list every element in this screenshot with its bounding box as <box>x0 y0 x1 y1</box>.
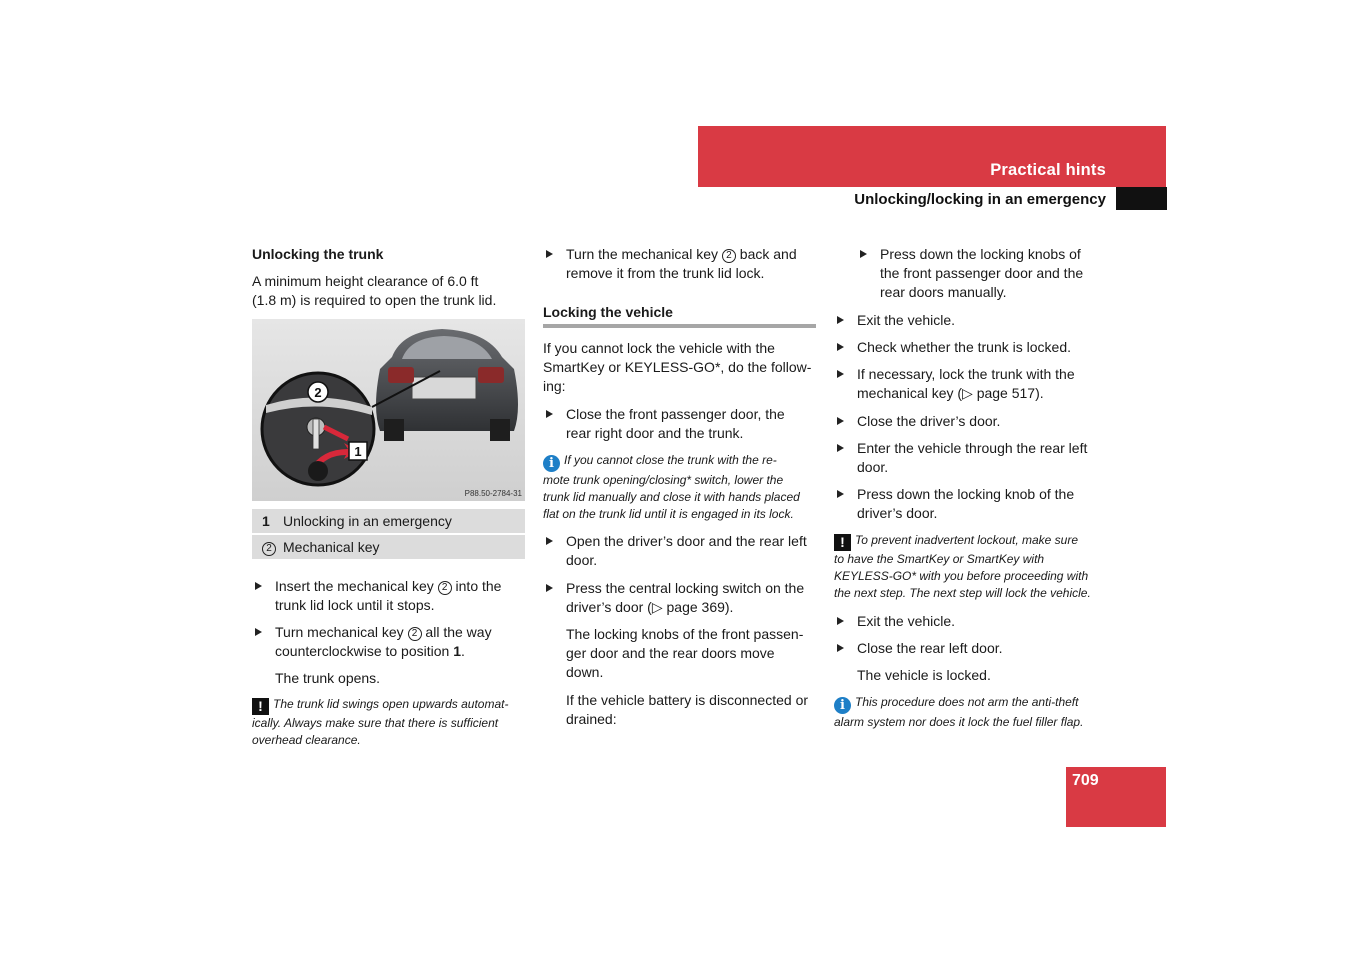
info-trunk-manual: i If you cannot close the trunk with the re- mote trunk opening/closing* switch, lower the trunk lid manually and close it with hands placed flat on the trunk lid until it is engaged in its lock. <box>543 453 800 521</box>
result-vehicle-locked: The vehicle is locked. <box>857 667 991 683</box>
trunk-figure <box>252 319 525 501</box>
column-1 <box>252 245 527 310</box>
step-close-doors: Close the front passenger door, the rear right door and the trunk. <box>543 405 818 443</box>
step-press-driver-knob: Press down the locking knob of the driver’s door. <box>834 485 1114 523</box>
step-press-switch: Press the central locking switch on the driver’s door (▷ page 369). <box>543 579 818 617</box>
step-turn-key: Turn mechanical key 2 all the way counterclockwise to position 1. <box>252 623 527 661</box>
step-check-trunk: Check whether the trunk is locked. <box>834 338 1114 357</box>
warning-trunk-lid: ! The trunk lid swings open upwards automat- ically. Always make sure that there is sufficient overhead clearance. <box>252 697 509 747</box>
intro-locking: If you cannot lock the vehicle with the SmartKey or KEYLESS-GO*, do the follow- ing: <box>543 340 812 394</box>
column-1-steps <box>252 577 527 749</box>
column-3 <box>834 245 1114 731</box>
legend-row-2: 2 Mechanical key <box>252 535 525 559</box>
info-icon: i <box>543 455 560 472</box>
step-insert-key: Insert the mechanical key 2 into the trunk lid lock until it stops. <box>252 577 527 615</box>
warning-lockout: ! To prevent inadvertent lockout, make sure to have the SmartKey or SmartKey with KEYLESS-GO* with you before proceeding with the next step. The next step will lock the vehicle. <box>834 533 1091 600</box>
para-knobs-move: The locking knobs of the front passen- ger door and the rear doors move down. <box>566 626 804 680</box>
intro-text: A minimum height clearance of 6.0 ft (1.8 m) is required to open the trunk lid. <box>252 273 497 308</box>
step-enter-rear-left: Enter the vehicle through the rear left door. <box>834 439 1114 477</box>
page-number-box <box>1066 767 1166 827</box>
step-close-driver-door: Close the driver’s door. <box>834 412 1114 431</box>
para-battery: If the vehicle battery is disconnected or drained: <box>566 692 809 727</box>
page-number: 709 <box>1072 772 1099 789</box>
column-2-body <box>543 339 818 729</box>
step-exit-vehicle: Exit the vehicle. <box>834 311 1114 330</box>
image-code: P88.50-2784-31 <box>464 489 522 498</box>
trunk-lock-illustration <box>252 319 525 501</box>
sub-step-press-knobs: Press down the locking knobs of the front passenger door and the rear doors manually. <box>857 245 1114 302</box>
step-lock-trunk: If necessary, lock the trunk with the mechanical key (▷ page 517). <box>834 365 1114 403</box>
heading-rule <box>543 324 816 328</box>
heading-locking-vehicle: Locking the vehicle <box>543 304 673 320</box>
header-marker <box>1116 187 1167 210</box>
subsection-title: Unlocking/locking in an emergency <box>854 191 1106 208</box>
heading-unlocking-trunk: Unlocking the trunk <box>252 246 384 262</box>
legend-row-1: 1 Unlocking in an emergency <box>252 509 525 533</box>
warning-icon: ! <box>834 534 851 551</box>
svg-text:1: 1 <box>354 444 362 459</box>
step-open-doors: Open the driver’s door and the rear left door. <box>543 532 818 570</box>
step-turn-back: Turn the mechanical key 2 back and remove it from the trunk lid lock. <box>543 245 818 283</box>
info-anti-theft: i This procedure does not arm the anti-theft alarm system nor does it lock the fuel filler flap. <box>834 695 1084 729</box>
section-title: Practical hints <box>990 161 1106 179</box>
step-close-rear-left: Close the rear left door. <box>834 639 1114 658</box>
warning-icon: ! <box>252 698 269 715</box>
svg-text:2: 2 <box>314 385 322 400</box>
info-icon: i <box>834 697 851 714</box>
section-header-band <box>698 126 1166 187</box>
result-trunk-opens: The trunk opens. <box>275 670 381 686</box>
column-2 <box>543 245 818 322</box>
step-exit-vehicle-2: Exit the vehicle. <box>834 612 1114 631</box>
